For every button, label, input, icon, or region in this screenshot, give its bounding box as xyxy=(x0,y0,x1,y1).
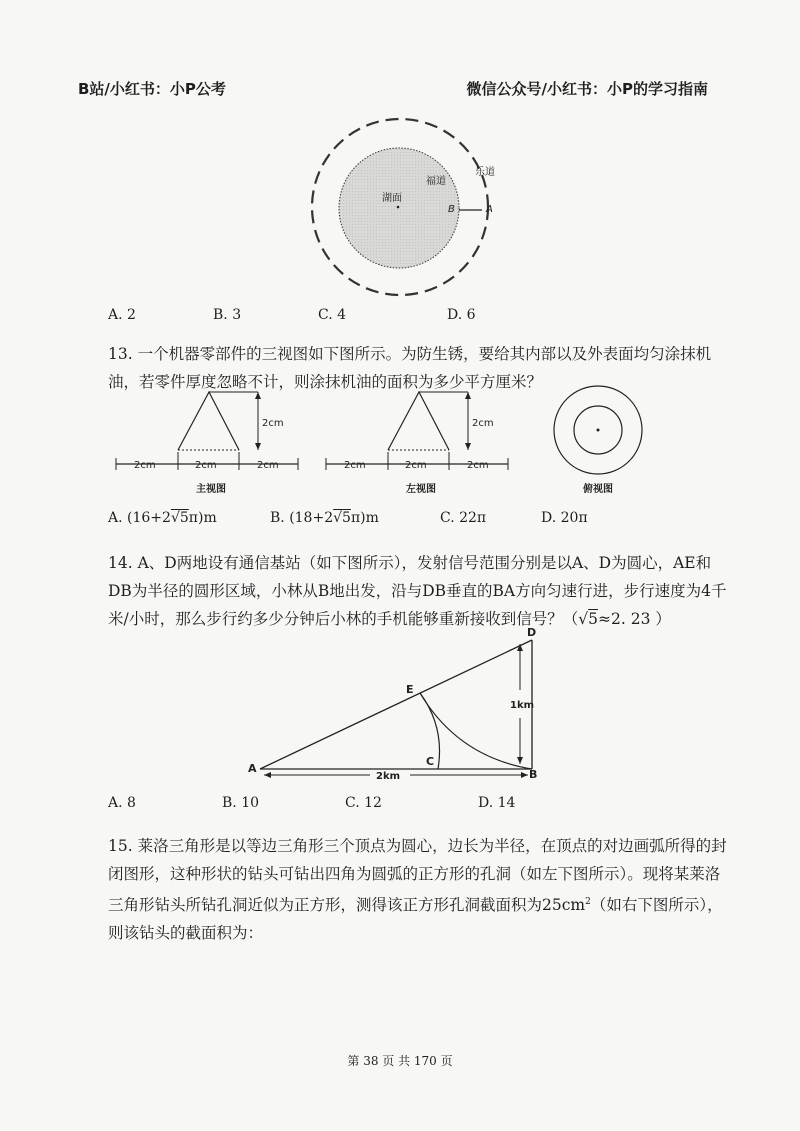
q14-option-c: C. 12 xyxy=(345,795,382,811)
q13-option-a: A. (16+2√5π)m xyxy=(108,510,217,526)
lake-circle xyxy=(339,148,459,268)
front-mid-dim: 2cm xyxy=(195,460,217,471)
header-left: B站/小红书：小P公考 xyxy=(78,80,226,98)
ab-length-label: 2km xyxy=(376,771,401,782)
top-view-label: 俯视图 xyxy=(583,484,613,495)
left-view-label: 左视图 xyxy=(406,484,436,495)
outer-path-label: 乐道 xyxy=(475,167,495,178)
q13-option-d: D. 20π xyxy=(541,510,588,526)
line-ad xyxy=(260,640,535,769)
q12-option-d: D. 6 xyxy=(447,307,476,323)
q12-option-c: C. 4 xyxy=(318,307,347,323)
inner-path-label: 福道 xyxy=(426,176,446,187)
q13-option-b: B. (18+2√5π)m xyxy=(270,510,379,526)
q13-front-view xyxy=(112,388,302,498)
header-right: 微信公众号/小红书：小P的学习指南 xyxy=(466,80,708,98)
lake-label: 湖面 xyxy=(382,193,402,204)
q13-top-view xyxy=(545,382,655,500)
q15-question: 15. 莱洛三角形是以等边三角形三个顶点为圆心，边长为半径，在顶点的对边画弧所得的封闭图形，这种形状的钻头可钻出四角为圆弧的正方形的孔洞（如左下图所示）。现将某莱洛三角形钻头所钻孔洞近似为正方形，测得该正方形孔洞截面积为$25cm^2$（如右下图所示），则该钻头的截面积为： xyxy=(108,837,727,943)
q13-left-view xyxy=(322,388,512,498)
front-left-dim: 2cm xyxy=(134,460,156,471)
point-a-label: A xyxy=(248,762,257,775)
point-a-label: A xyxy=(486,204,493,215)
q14-option-a: A. 8 xyxy=(108,795,136,811)
q12-option-b: B. 3 xyxy=(213,307,242,323)
front-right-dim: 2cm xyxy=(257,460,279,471)
q14-question: 14. A、D两地设有通信基站（如下图所示），发射信号范围分别是以A、D为圆心，AE和DB为半径的圆形区域，小林从B地出发，沿与DB垂直的BA方向匀速行进，步行速度为4千米/小时，那么步行约多少分钟后小林的手机能够重新接收到信号？（√5≈2. 23 ） xyxy=(108,554,727,628)
left-height-label: 2cm xyxy=(472,418,494,429)
q12-option-a: A. 2 xyxy=(108,307,136,323)
left-left-dim: 2cm xyxy=(344,460,366,471)
point-d-label: D xyxy=(527,626,537,639)
point-c-label: C xyxy=(426,755,435,768)
q13-question: 13. 一个机器零部件的三视图如下图所示。为防生锈，要给其内部以及外表面均匀涂抹机油，若零件厚度忽略不计，则涂抹机油的面积为多少平方厘米？ xyxy=(108,345,712,391)
q14-option-b: B. 10 xyxy=(222,795,260,811)
point-b-label: B xyxy=(529,768,538,781)
point-b-label: B xyxy=(448,204,455,215)
left-right-dim: 2cm xyxy=(467,460,489,471)
point-e-label: E xyxy=(406,683,414,696)
front-height-label: 2cm xyxy=(262,418,284,429)
page-footer: 第 38 页 共 170 页 xyxy=(347,1054,453,1068)
q14-option-d: D. 14 xyxy=(478,795,516,811)
db-length-label: 1km xyxy=(510,700,535,711)
q13-option-c: C. 22π xyxy=(440,510,487,526)
q12-circle-figure xyxy=(300,115,510,305)
q14-triangle-figure xyxy=(240,622,570,787)
front-view-label: 主视图 xyxy=(196,484,226,495)
left-mid-dim: 2cm xyxy=(405,460,427,471)
